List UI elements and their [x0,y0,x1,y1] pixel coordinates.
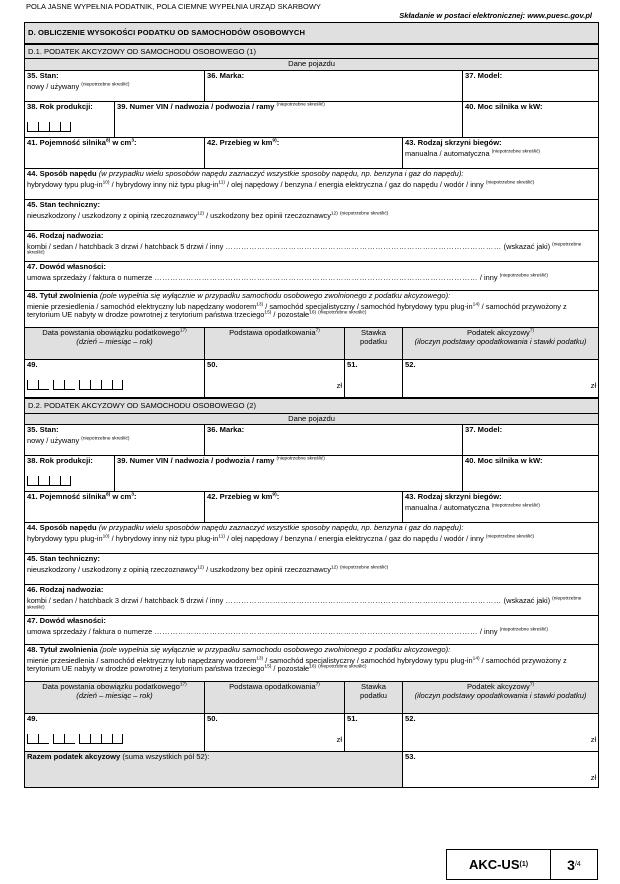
field-41-unit: w cm [110,492,132,502]
footnote-ref: 11) [218,180,225,186]
col-header-tax [403,682,599,714]
footnote-ref: 8) [105,138,111,144]
d1-field-45-condition[interactable] [25,200,599,231]
d2-field-39-vin[interactable] [115,456,463,492]
currency-zl: zł [590,772,597,782]
vehicle-1-table [24,44,599,398]
field-38-label: 38. Rok produkcji: [27,456,93,466]
form-footer [446,849,598,880]
field-48-option: / samochód specjalistyczny / samochód hybrydowy typu plug-in [263,655,473,665]
field-37-label: 37. Model: [465,71,503,81]
footnote-ref: 16) [309,664,317,670]
field-39-label: 39. Numer VIN / nadwozia / podwozia / ramy [117,102,275,112]
field-43-options: manualna / automatyczna [405,148,490,158]
total-excise-label-cell [25,752,403,788]
field-44-option: hybrydowy typu plug-in [27,179,103,189]
d2-field-47-ownership[interactable] [25,616,599,645]
field-52-label: 52. [405,359,416,369]
d1-field-44-drive[interactable] [25,169,599,200]
fill-dots: …………………………………………………………………………………………… [225,241,502,251]
d1-field-41-capacity[interactable] [25,138,205,169]
footnote-ref: 9) [272,492,277,498]
d1-field-49-date[interactable] [25,359,205,397]
field-36-label: 36. Marka: [207,71,245,81]
field-48-option: mienie przesiedlenia / samochód elektryczny lub napędzany wodorem [27,301,257,311]
field-46-specify: (wskazać jaki) [501,241,551,251]
footnote-ref: 14) [472,656,480,662]
vehicle-2-table [24,398,599,788]
d2-field-37-model[interactable] [463,425,599,456]
form-variant: (1) [519,861,529,868]
field-38-label: 38. Rok produkcji: [27,102,93,112]
d1-field-39-vin[interactable] [115,102,463,138]
fill-dots: …………………………………………………………………………………………………………… [154,626,478,636]
field-48-option: / samochód przywożony z terytorium UE nabyty w drodze powrotnej z terytorium państwa trzeciego [27,655,567,674]
fill-dots: …………………………………………………………………………………………… [225,596,502,606]
field-48-option: / pozostałe [271,310,310,320]
field-41-label: 41. Pojemność silnika [27,138,106,148]
field-40-label: 40. Moc silnika w kW: [465,456,543,466]
field-47-options: umowa sprzedaży / faktura o numerze [27,626,153,636]
field-46-label: 46. Rodzaj nadwozia: [27,585,104,595]
d1-field-43-gearbox[interactable] [403,138,599,169]
field-43-label: 43. Rodzaj skrzyni biegów: [405,492,502,502]
footnote-ref: 7) [529,328,535,334]
d1-field-52-tax[interactable] [403,359,599,397]
d1-field-35-condition[interactable] [25,71,205,102]
currency-zl: zł [590,734,597,744]
unit-exponent: 3 [131,138,134,144]
field-39-label: 39. Numer VIN / nadwozia / podwozia / ramy [117,456,275,466]
currency-zl: zł [336,734,342,744]
col-date-format: (dzień – miesiąc – rok) [76,690,153,700]
col-tax-label: Podatek akcyzowy [466,327,530,337]
d1-field-50-base[interactable] [205,359,345,397]
d1-title: D.1. PODATEK AKCYZOWY OD SAMOCHODU OSOBOWEGO (1) [25,44,599,59]
field-42-label: 42. Przebieg w km [207,492,273,502]
d2-field-50-base[interactable] [205,714,345,752]
field-45-label: 45. Stan techniczny: [27,554,101,564]
year-boxes [27,122,71,132]
footnote-ref: 12) [330,211,338,217]
col-header-base [205,327,345,359]
strike-note: (niepotrzebne skreślić) [485,180,535,186]
page-current: 3 [567,856,575,873]
field-44-note: (w przypadku wielu sposobów napędu zaznaczyć wszystkie sposoby napędu, np. benzyna i gaz do napędu): [98,169,464,179]
col-header-date [25,682,205,714]
field-48-option: / pozostałe [271,664,310,674]
field-51-label: 51. [347,359,358,369]
field-46-options: kombi / sedan / hatchback 3 drzwi / hatchback 5 drzwi / inny [27,596,224,606]
strike-note: (niepotrzebne skreślić) [499,627,548,633]
colon: : [276,138,280,148]
field-44-option: / hybrydowy inny niż typu plug-in [109,179,219,189]
footnote-ref: 7) [315,682,320,688]
strike-note: (niepotrzebne skreślić) [491,503,540,509]
field-35-label: 35. Stan: [27,71,59,81]
field-37-label: 37. Model: [465,425,503,435]
field-47-other: / inny [477,272,498,282]
col-base-label: Podstawa opodatkowania [229,682,316,692]
field-48-label: 48. Tytuł zwolnienia [27,290,98,300]
d1-field-47-ownership[interactable] [25,261,599,290]
col-rate-label: Stawka podatku [359,327,388,346]
field-40-label: 40. Moc silnika w kW: [465,102,543,112]
field-35-options: nowy / używany [27,81,80,91]
fill-notice: POLA JASNE WYPEŁNIA PODATNIK, POLA CIEMNE WYPEŁNIA URZĄD SKARBOWY [26,2,321,11]
field-47-label: 47. Dowód własności: [27,616,106,626]
currency-zl: zł [590,380,597,390]
strike-note: (niepotrzebne skreślić) [27,242,582,256]
field-52-label: 52. [405,714,416,724]
footnote-ref: 12) [197,565,205,571]
field-43-label: 43. Rodzaj skrzyni biegów: [405,138,502,148]
top-line [0,0,620,20]
col-tax-explanation: (iloczyn podstawy opodatkowania i stawki podatku) [414,690,587,700]
d2-field-45-condition[interactable] [25,554,599,585]
page-number [551,850,597,879]
footnote-ref: 16) [309,310,317,316]
footnote-ref: 7) [529,682,535,688]
d1-field-38-production-year[interactable] [25,102,115,138]
field-50-label: 50. [207,359,218,369]
d1-field-51-rate[interactable] [345,359,403,397]
field-44-option: / olej napędowy / benzyna / energia elektryczna / gaz do napędu / wodór / inny [224,179,484,189]
field-50-label: 50. [207,714,218,724]
field-35-label: 35. Stan: [27,425,59,435]
d2-field-46-body[interactable] [25,585,599,616]
field-42-label: 42. Przebieg w km [207,138,273,148]
d1-field-42-mileage[interactable] [205,138,403,169]
field-44-option: / olej napędowy / benzyna / energia elektryczna / gaz do napędu / wodór / inny [224,534,484,544]
field-49-label: 49. [27,359,38,369]
field-47-label: 47. Dowód własności: [27,261,106,271]
field-48-option: / samochód specjalistyczny / samochód hybrydowy typu plug-in [263,301,473,311]
col-tax-explanation: (iloczyn podstawy opodatkowania i stawki podatku) [414,336,587,346]
strike-note: (niepotrzebne skreślić) [81,82,130,88]
d2-field-51-rate[interactable] [345,714,403,752]
d2-field-42-mileage[interactable] [205,492,403,523]
col-base-label: Podstawa opodatkowania [229,327,316,337]
footnote-ref: 15) [264,664,272,670]
field-48-option: mienie przesiedlenia / samochód elektryczny lub napędzany wodorem [27,655,257,665]
field-44-note: (w przypadku wielu sposobów napędu zaznaczyć wszystkie sposoby napędu, np. benzyna i gaz do napędu): [98,523,464,533]
strike-note: (niepotrzebne skreślić) [276,102,325,108]
strike-note: (niepotrzebne skreślić) [485,534,535,540]
field-47-options: umowa sprzedaży / faktura o numerze [27,272,153,282]
col-header-date [25,327,205,359]
strike-note: (niepotrzebne skreślić) [491,149,540,155]
field-46-label: 46. Rodzaj nadwozia: [27,231,104,241]
strike-note: (niepotrzebne skreślić) [499,273,548,279]
colon: : [276,492,280,502]
field-53-total-tax[interactable] [403,752,599,788]
d1-field-48-exemption[interactable] [25,290,599,327]
d2-field-36-make[interactable] [205,425,463,456]
footnote-ref: 13) [256,656,264,662]
footnote-ref: 10) [102,180,110,186]
fill-dots: …………………………………………………………………………………………………………… [154,272,478,282]
strike-note: (niepotrzebne skreślić) [339,565,389,571]
field-41-unit: w cm [110,138,132,148]
unit-exponent: 3 [131,492,134,498]
col-date-label: Data powstania obowiązku podatkowego [42,327,180,337]
footnote-ref: 7) [315,328,320,334]
col-date-format: (dzień – miesiąc – rok) [76,336,153,346]
d1-field-40-power[interactable] [463,102,599,138]
strike-note: (niepotrzebne skreślić) [339,211,389,217]
date-boxes [27,380,123,390]
field-48-option: / samochód przywożony z terytorium UE nabyty w drodze powrotnej z terytorium państwa trzeciego [27,301,567,320]
field-45-label: 45. Stan techniczny: [27,200,101,210]
page-total: /4 [574,861,581,868]
footnote-ref: 13) [256,302,264,308]
footnote-ref: 17) [179,682,187,688]
footnote-ref: 15) [264,310,272,316]
field-44-label: 44. Sposób napędu [27,523,97,533]
form-code [447,850,551,879]
d2-field-38-production-year[interactable] [25,456,115,492]
col-header-rate [345,682,403,714]
field-48-note: (pole wypełnia się wyłącznie w przypadku samochodu osobowego zwolnionego z podatku akcyzowego): [99,290,451,300]
col-date-label: Data powstania obowiązku podatkowego [42,682,180,692]
field-46-options: kombi / sedan / hatchback 3 drzwi / hatchback 5 drzwi / inny [27,241,224,251]
footnote-ref: 12) [197,211,205,217]
d1-field-37-model[interactable] [463,71,599,102]
field-45-option: / uszkodzony bez opinii rzeczoznawcy [204,210,331,220]
form-code-text: AKC-US [468,857,520,872]
col-header-base [205,682,345,714]
d2-field-40-power[interactable] [463,456,599,492]
footnote-ref: 12) [330,565,338,571]
col-tax-label: Podatek akcyzowy [466,682,530,692]
year-boxes [27,476,71,486]
field-41-label: 41. Pojemność silnika [27,492,106,502]
d2-title: D.2. PODATEK AKCYZOWY OD SAMOCHODU OSOBOWEGO (2) [25,398,599,413]
total-excise-label: Razem podatek akcyzowy [27,752,121,762]
d1-field-36-make[interactable] [205,71,463,102]
field-36-label: 36. Marka: [207,425,245,435]
electronic-submission-note: Składanie w postaci elektronicznej: www.puesc.gov.pl [399,11,592,20]
footnote-ref: 9) [272,138,277,144]
footnote-ref: 14) [472,302,480,308]
field-45-option: / uszkodzony bez opinii rzeczoznawcy [204,565,331,575]
field-46-specify: (wskazać jaki) [501,596,551,606]
field-43-options: manualna / automatyczna [405,503,490,513]
field-47-other: / inny [477,626,498,636]
d2-field-43-gearbox[interactable] [403,492,599,523]
d2-field-44-drive[interactable] [25,523,599,554]
field-44-label: 44. Sposób napędu [27,169,97,179]
d1-field-46-body[interactable] [25,231,599,262]
footnote-ref: 11) [218,534,225,540]
field-48-label: 48. Tytuł zwolnienia [27,645,98,655]
colon: : [133,492,137,502]
d2-vehicle-data-header: Dane pojazdu [25,413,599,425]
section-d-title: D. OBLICZENIE WYSOKOŚCI PODATKU OD SAMOCHODÓW OSOBOWYCH [25,23,599,44]
d2-field-41-capacity[interactable] [25,492,205,523]
d2-field-35-condition[interactable] [25,425,205,456]
footnote-ref: 10) [102,534,110,540]
strike-note: (niepotrzebne skreślić) [318,310,367,316]
col-header-rate [345,327,403,359]
col-header-tax [403,327,599,359]
d1-vehicle-data-header: Dane pojazdu [25,59,599,71]
section-d-table [24,22,599,44]
total-excise-note: (suma wszystkich pól 52): [120,752,210,762]
strike-note: (niepotrzebne skreślić) [318,664,367,670]
colon: : [133,138,137,148]
d2-field-49-date[interactable] [25,714,205,752]
strike-note: (niepotrzebne skreślić) [27,596,582,611]
footnote-ref: 17) [179,328,187,334]
form-sheet [24,22,598,788]
d2-field-52-tax[interactable] [403,714,599,752]
field-53-label: 53. [405,752,416,762]
footnote-ref: 8) [105,492,111,498]
field-49-label: 49. [27,714,38,724]
field-44-option: hybrydowy typu plug-in [27,534,103,544]
field-45-option: nieuszkodzony / uszkodzony z opinią rzeczoznawcy [27,210,198,220]
strike-note: (niepotrzebne skreślić) [276,456,325,462]
field-45-option: nieuszkodzony / uszkodzony z opinią rzeczoznawcy [27,565,198,575]
field-48-note: (pole wypełnia się wyłącznie w przypadku samochodu osobowego zwolnionego z podatku akcyzowego): [99,645,451,655]
d2-field-48-exemption[interactable] [25,645,599,682]
field-51-label: 51. [347,714,358,724]
date-boxes [27,734,123,744]
field-35-options: nowy / używany [27,436,80,446]
col-rate-label: Stawka podatku [359,682,388,700]
currency-zl: zł [336,380,342,390]
strike-note: (niepotrzebne skreślić) [81,436,130,442]
field-44-option: / hybrydowy inny niż typu plug-in [109,534,219,544]
